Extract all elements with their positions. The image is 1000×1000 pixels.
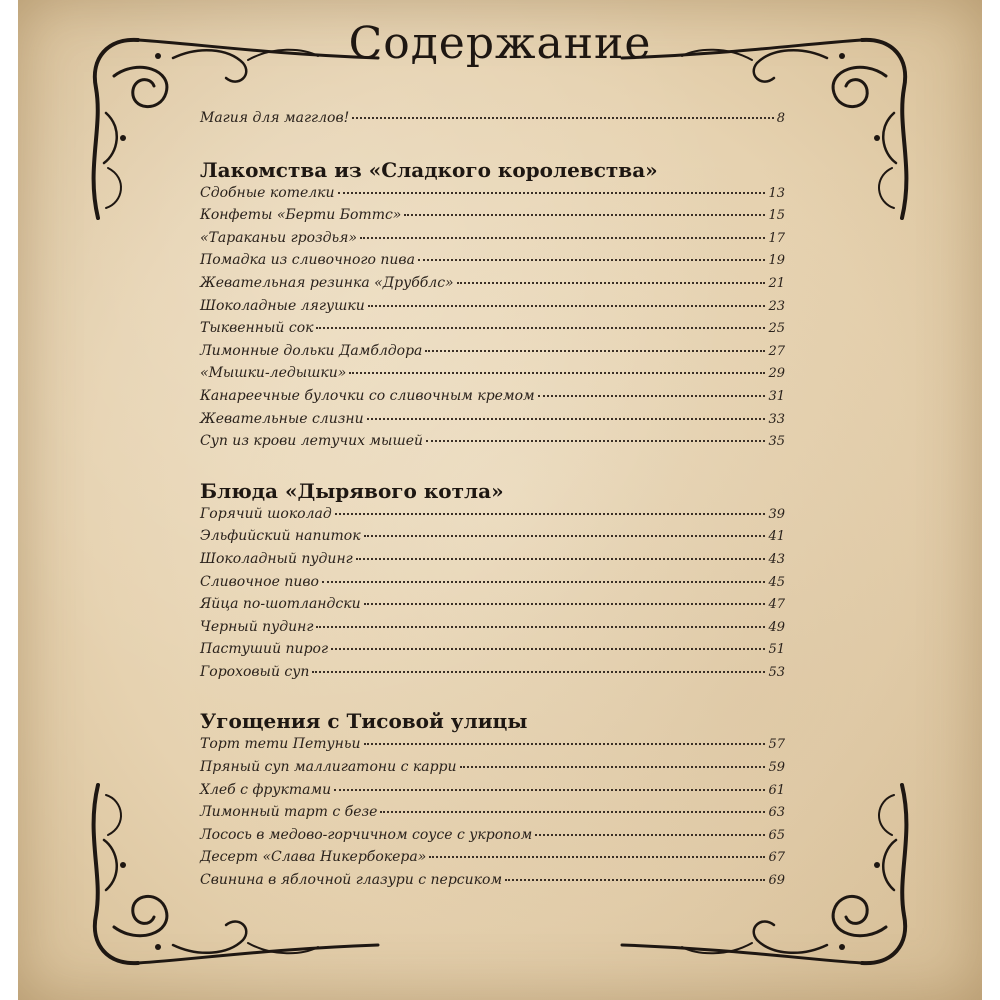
toc-entry-page: 39: [768, 506, 785, 522]
toc-entry-page: 45: [768, 574, 785, 590]
toc-entry[interactable]: [200, 411, 785, 434]
toc-entry-page: 67: [768, 850, 785, 866]
leader-dots: [364, 535, 766, 537]
toc-entry[interactable]: [200, 641, 785, 664]
toc-entry-text: Магия для магглов!: [200, 110, 350, 126]
toc-entry-text: Гороховый суп: [200, 663, 310, 680]
toc-entry[interactable]: [200, 506, 785, 529]
leader-dots: [364, 603, 766, 605]
leader-dots: [364, 743, 766, 745]
toc-entry-text: Пастуший пирог: [200, 641, 329, 658]
toc-entry-text: «Тараканьи гроздья»: [200, 229, 358, 246]
leader-dots: [331, 648, 765, 650]
toc-entry-text: Канареечные булочки со сливочным кремом: [200, 387, 535, 404]
toc-entry-text: Суп из крови летучих мышей: [200, 433, 424, 450]
section-entries: [200, 185, 785, 456]
toc-entry-text: Пряный суп маллигатони с карри: [200, 759, 457, 776]
leader-dots: [349, 372, 765, 374]
toc-entry-page: 69: [768, 873, 785, 889]
toc-entry[interactable]: [200, 252, 785, 275]
leader-dots: [457, 282, 766, 284]
page-title: Содержание: [348, 18, 652, 69]
leader-dots: [312, 671, 765, 673]
toc-entry-text: Сдобные котелки: [200, 184, 335, 201]
leader-dots: [460, 766, 766, 768]
leader-dots: [322, 581, 766, 583]
leader-dots: [425, 350, 765, 352]
toc-entry-page: 49: [768, 619, 785, 635]
toc-entry-page: 23: [768, 298, 785, 314]
toc-entry[interactable]: [200, 343, 785, 366]
leader-dots: [535, 834, 765, 836]
toc-entry-page: 25: [768, 321, 785, 337]
toc-entry-page: 13: [768, 185, 785, 201]
leader-dots: [352, 117, 773, 119]
toc-entry-page: 47: [768, 597, 785, 613]
toc-entry-page: 65: [768, 827, 785, 843]
leader-dots: [429, 856, 765, 858]
toc-entry-page: 33: [768, 411, 785, 427]
toc-entry-page: 19: [768, 253, 785, 269]
toc-entry-text: Шоколадный пудинг: [200, 550, 353, 567]
toc-entry-text: Свинина в яблочной глазури с персиком: [200, 872, 503, 889]
toc-entry-text: Шоколадные лягушки: [200, 297, 365, 314]
toc-entry[interactable]: [200, 596, 785, 619]
toc-entry-text: Торт тети Петуньи: [200, 736, 361, 753]
leader-dots: [338, 192, 766, 194]
toc-entry-page: 21: [768, 275, 785, 291]
toc-entry-page: 35: [768, 434, 785, 450]
toc-entry-page: 43: [768, 551, 785, 567]
toc-entry-text: Конфеты «Берти Боттс»: [200, 207, 402, 224]
leader-dots: [380, 811, 765, 813]
leader-dots: [538, 395, 766, 397]
leader-dots: [335, 513, 766, 515]
toc-entry-page: 61: [768, 782, 785, 798]
toc-entry-page: 59: [768, 760, 785, 776]
toc-entry[interactable]: [200, 872, 785, 895]
toc-entry[interactable]: [200, 804, 785, 827]
toc-entry-text: Десерт «Слава Никербокера»: [200, 849, 427, 866]
toc-entry-text: Сливочное пиво: [200, 573, 319, 590]
toc-entry[interactable]: [200, 298, 785, 321]
toc-entry[interactable]: [200, 320, 785, 343]
toc-entry[interactable]: [200, 365, 785, 388]
toc-entry-text: «Мышки-ледышки»: [200, 365, 347, 382]
table-of-contents: [200, 110, 785, 895]
section-heading: Лакомства из «Сладкого королевства»: [200, 157, 658, 182]
leader-dots: [426, 440, 765, 442]
leader-dots: [418, 259, 766, 261]
toc-entry[interactable]: [200, 759, 785, 782]
toc-entry-page: 57: [768, 737, 785, 753]
toc-entry-page: 15: [768, 208, 785, 224]
toc-entry-page: 27: [768, 343, 785, 359]
toc-entry[interactable]: [200, 619, 785, 642]
toc-entry-page: 63: [768, 805, 785, 821]
toc-entry-text: Черный пудинг: [200, 618, 314, 635]
leader-dots: [404, 214, 765, 216]
toc-entry-text: Горячий шоколад: [200, 505, 332, 522]
toc-entry[interactable]: [200, 275, 785, 298]
toc-entry[interactable]: [200, 185, 785, 208]
toc-entry-text: Лимонные дольки Дамблдора: [200, 342, 423, 359]
toc-entry[interactable]: [200, 207, 785, 230]
section-heading: Блюда «Дырявого котла»: [200, 478, 504, 503]
toc-entry-text: Тыквенный сок: [200, 320, 314, 337]
leader-dots: [367, 418, 766, 420]
toc-entry[interactable]: [200, 574, 785, 597]
toc-entry-intro[interactable]: [200, 110, 785, 133]
section-entries: [200, 506, 785, 687]
leader-dots: [356, 558, 766, 560]
toc-entry[interactable]: [200, 849, 785, 872]
leader-dots: [316, 327, 765, 329]
toc-entry[interactable]: [200, 433, 785, 456]
toc-entry-text: Яйца по-шотландски: [200, 596, 361, 613]
toc-entry-text: Помадка из сливочного пива: [200, 252, 415, 269]
toc-entry-page: 41: [768, 529, 785, 545]
toc-entry[interactable]: [200, 388, 785, 411]
toc-entry[interactable]: [200, 528, 785, 551]
section-entries: [200, 736, 785, 894]
toc-entry-page: 29: [768, 366, 785, 382]
toc-entry-text: Жевательная резинка «Друбблс»: [200, 274, 454, 291]
toc-entry-text: Лимонный тарт с безе: [200, 804, 378, 821]
section-heading: Угощения с Тисовой улицы: [200, 709, 528, 734]
toc-entry[interactable]: [200, 230, 785, 253]
leader-dots: [360, 237, 765, 239]
toc-entry-page: 53: [768, 664, 785, 680]
toc-entry[interactable]: [200, 782, 785, 805]
toc-entry-text: Хлеб с фруктами: [200, 781, 332, 798]
toc-entry[interactable]: [200, 551, 785, 574]
leader-dots: [368, 305, 766, 307]
toc-entry-page: 17: [768, 230, 785, 246]
toc-entry-page: 51: [768, 642, 785, 658]
toc-entry[interactable]: [200, 827, 785, 850]
toc-entry-text: Жевательные слизни: [200, 410, 364, 427]
book-page: [18, 0, 982, 1000]
leader-dots: [316, 626, 765, 628]
toc-entry-text: Эльфийский напиток: [200, 528, 361, 545]
toc-entry-page: 31: [768, 388, 785, 404]
toc-entry-text: Лосось в медово-горчичном соусе с укропом: [200, 826, 533, 843]
toc-entry[interactable]: [200, 736, 785, 759]
toc-entry-page: 8: [776, 111, 785, 126]
leader-dots: [505, 879, 765, 881]
toc-entry[interactable]: [200, 664, 785, 687]
leader-dots: [334, 789, 765, 791]
